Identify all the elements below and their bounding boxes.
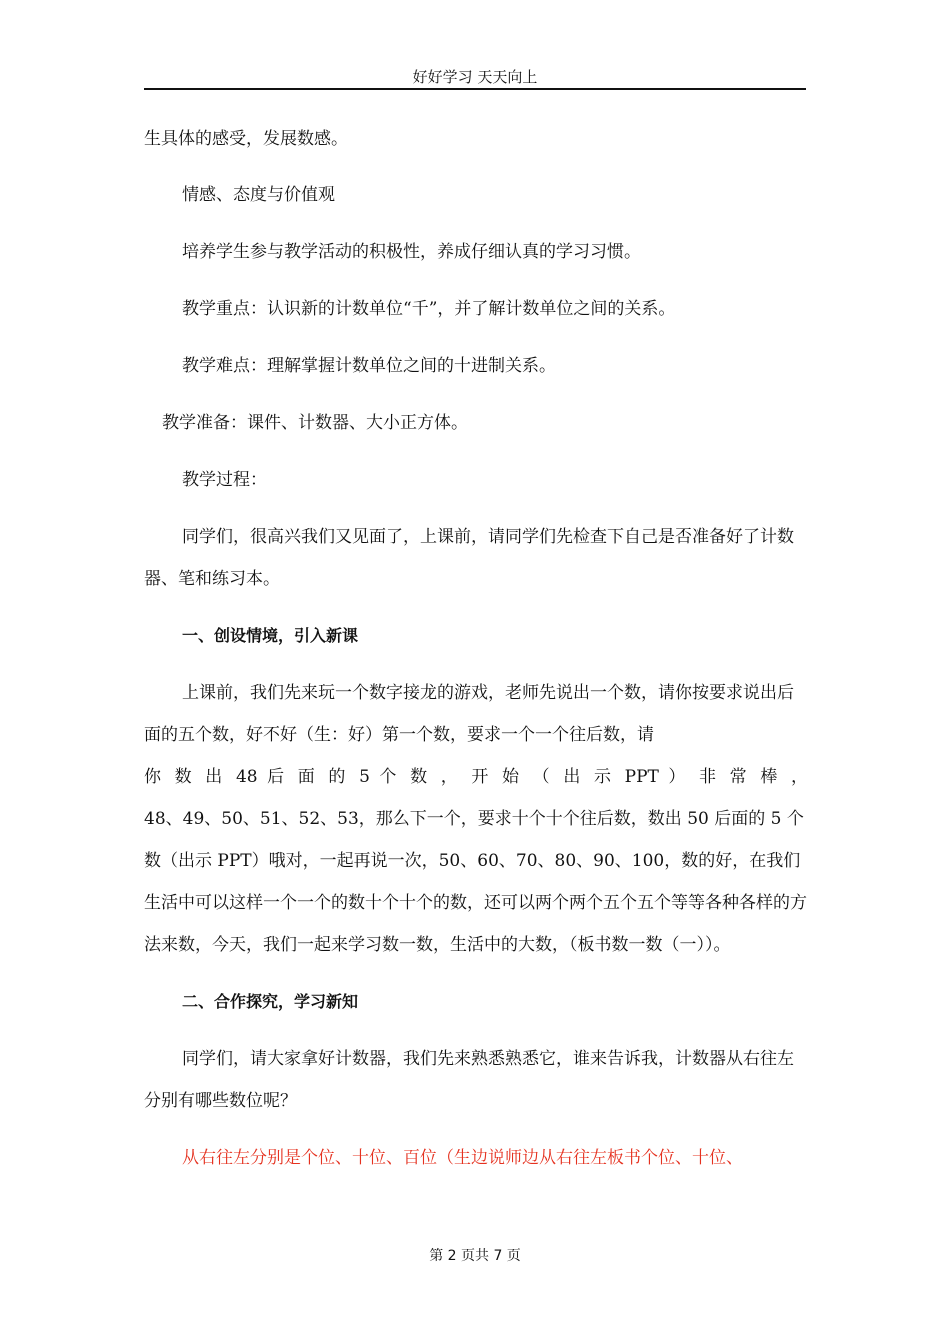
preparation: 教学准备：课件、计数器、大小正方体。 — [162, 413, 468, 433]
paragraph: 同学们，请大家拿好计数器，我们先来熟悉熟悉它，谁来告诉我，计数器从右往左分别有哪些数位呢？ — [144, 1049, 794, 1111]
paragraph: 培养学生参与教学活动的积极性，养成仔细认真的学习习惯。 — [182, 242, 641, 262]
paragraph-game — [144, 672, 808, 966]
paragraph-line: 48、49、50、51、52、53，那么下一个，要求十个十个往后数，数出 50 后面的 5 个数（出示 PPT）哦对，一起再说一次，50、60、70、80、90、100，数的好，在我们生活中可以这样一个一个的数十个十个的数，还可以两个两个五个五个等等各种各样的方法来数，今天，我们一起来学习数一数，生活中的大数，（板书数一数（一））。 — [144, 809, 807, 955]
section-label: 情感、态度与价值观 — [182, 185, 335, 205]
document-body — [144, 118, 808, 1194]
section-heading-1: 一、创设情境，引入新课 — [182, 626, 359, 645]
section-heading-2: 二、合作探究，学习新知 — [182, 992, 359, 1011]
page-footer: 第 2 页共 7 页 — [429, 1248, 521, 1264]
key-point: 教学重点：认识新的计数单位“千”，并了解计数单位之间的关系。 — [182, 299, 676, 319]
process-label: 教学过程： — [182, 470, 267, 490]
difficult-point: 教学难点：理解掌握计数单位之间的十进制关系。 — [182, 356, 556, 376]
paragraph-line: 上课前，我们先来玩一个数字接龙的游戏，老师先说出一个数，请你按要求说出后面的五个数，好不好（生：好）第一个数，要求一个一个往后数，请 — [144, 683, 794, 745]
paragraph-line: 你 数 出 48 后 面 的 5 个 数 ， 开 始 （ 出 示 PPT ） 非 常 棒 ， — [144, 767, 808, 787]
header-rule — [144, 88, 806, 90]
page-header: 好好学习 天天向上 — [412, 68, 538, 86]
paragraph: 同学们，很高兴我们又见面了，上课前，请同学们先检查下自己是否准备好了计数器、笔和练习本。 — [144, 527, 794, 589]
paragraph: 生具体的感受，发展数感。 — [144, 129, 348, 149]
highlighted-paragraph: 从右往左分别是个位、十位、百位（生边说师边从右往左板书个位、十位、 — [182, 1148, 743, 1168]
